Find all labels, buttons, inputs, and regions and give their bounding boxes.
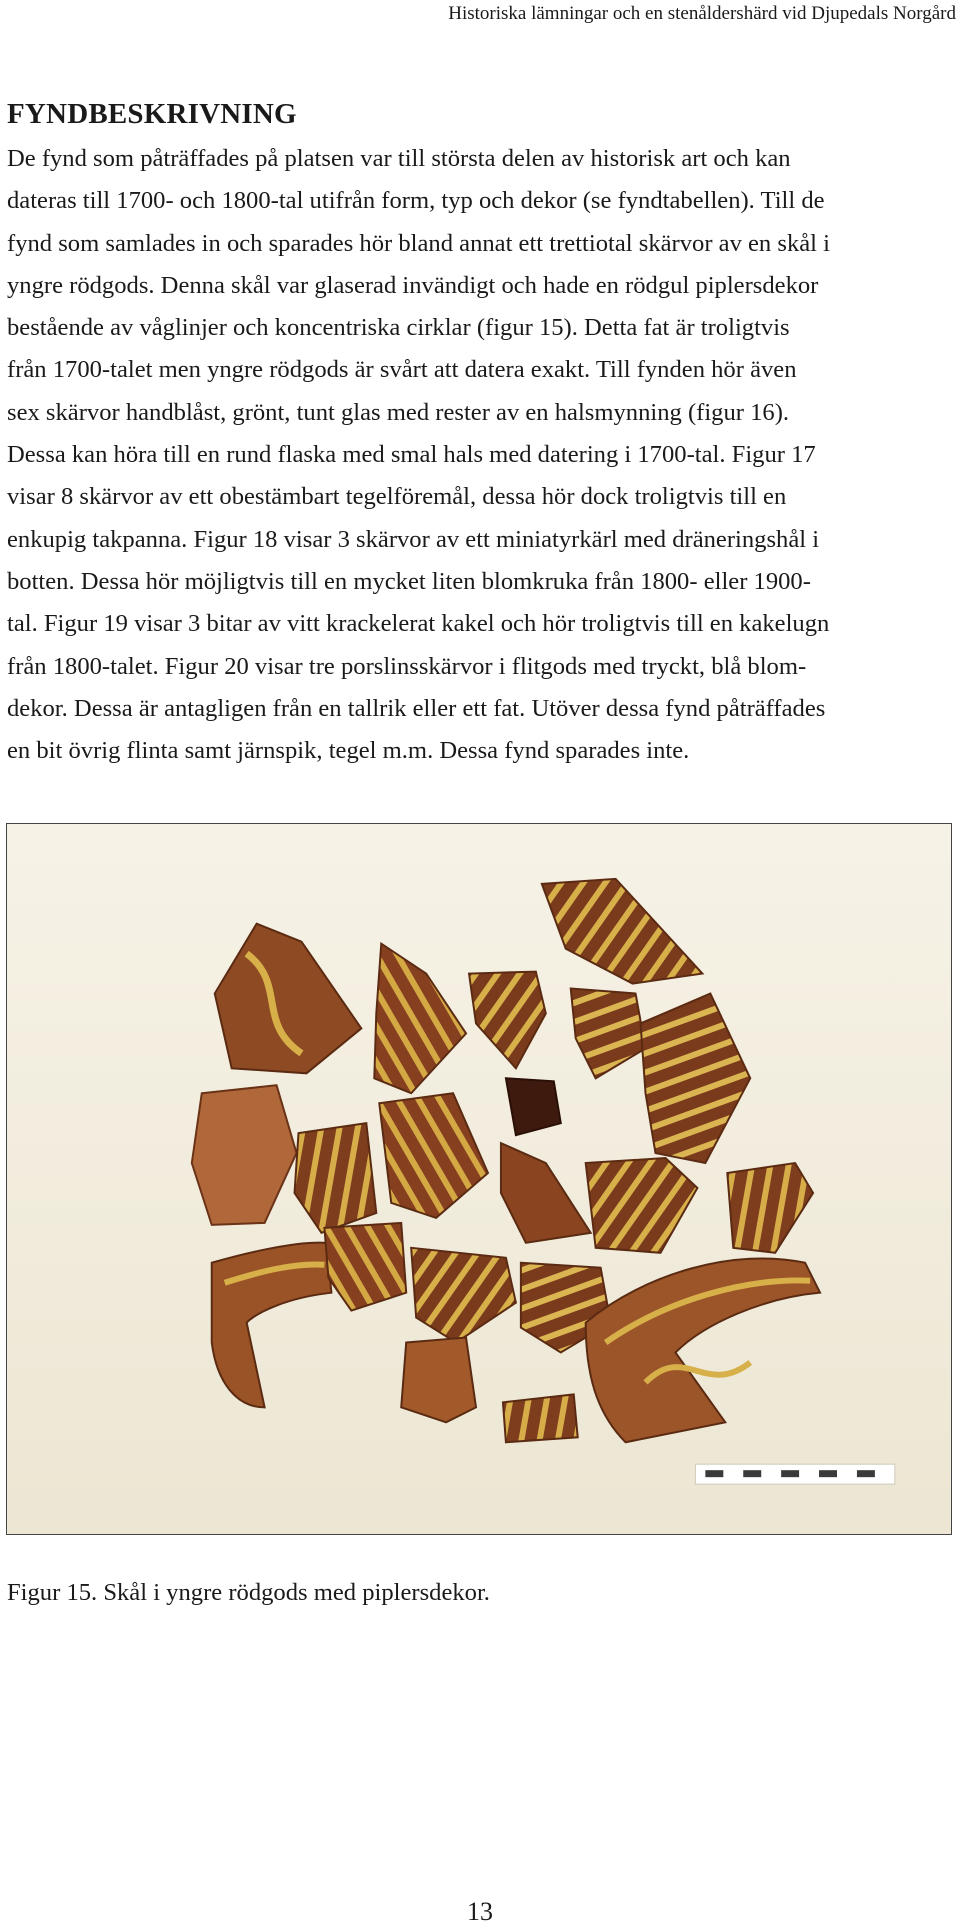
- text-line: bestående av våglinjer och koncentriska cirklar (figur 15). Detta fat är troligtvis: [7, 314, 790, 342]
- sherd: [503, 1394, 578, 1442]
- text-line: dekor. Dessa är antagligen från en tallrik eller ett fat. Utöver dessa fynd påträffades: [7, 694, 826, 722]
- text-line: från 1700-talet men yngre rödgods är svårt att datera exakt. Till fynden hör även: [7, 356, 797, 384]
- text-line: enkupig takpanna. Figur 18 visar 3 skärvor av ett miniatyrkärl med dräneringshål i: [7, 525, 820, 553]
- page-number: 13: [467, 1897, 493, 1926]
- sherd: [401, 1338, 476, 1423]
- text-line: botten. Dessa hör möjligtvis till en mycket liten blomkruka från 1800- eller 1900-: [7, 567, 811, 595]
- text-line: från 1800-talet. Figur 20 visar tre porslinsskärvor i flitgods med tryckt, blå blom-: [7, 652, 807, 680]
- text-line: visar 8 skärvor av ett obestämbart tegelföremål, dessa hör dock troligtvis till en: [7, 483, 787, 511]
- figure-caption: Figur 15. Skål i yngre rödgods med piplersdekor.: [7, 1579, 490, 1606]
- text-line: fynd som samlades in och sparades hör bland annat ett trettiotal skärvor av en skål i: [7, 229, 830, 257]
- text-line: tal. Figur 19 visar 3 bitar av vitt krackelerat kakel och hör troligtvis till en kakelugn: [7, 610, 830, 638]
- text-line: dateras till 1700- och 1800-tal utifrån form, typ och dekor (se fyndtabellen). Till de: [7, 187, 825, 215]
- text-line: De fynd som påträffades på platsen var till största delen av historisk art och kan: [7, 145, 791, 172]
- text-line: en bit övrig flinta samt järnspik, tegel m.m. Dessa fynd sparades inte.: [7, 737, 690, 765]
- text-line: sex skärvor handblåst, grönt, tunt glas med rester av en halsmynning (figur 16).: [7, 398, 790, 426]
- scale-bar: [695, 1464, 894, 1484]
- figure-photo-potsherds: [6, 823, 952, 1535]
- body-paragraph: [7, 138, 955, 772]
- potsherd-illustration: [7, 824, 951, 1534]
- text-line: yngre rödgods. Denna skål var glaserad invändigt och hade en rödgul piplersdekor: [7, 271, 819, 299]
- running-header: Historiska lämningar och en stenåldershärd vid Djupedals Norgård: [448, 3, 956, 24]
- text-line: Dessa kan höra till en rund flaska med smal hals med datering i 1700-tal. Figur 17: [7, 441, 816, 469]
- section-heading: FYNDBESKRIVNING: [7, 98, 297, 130]
